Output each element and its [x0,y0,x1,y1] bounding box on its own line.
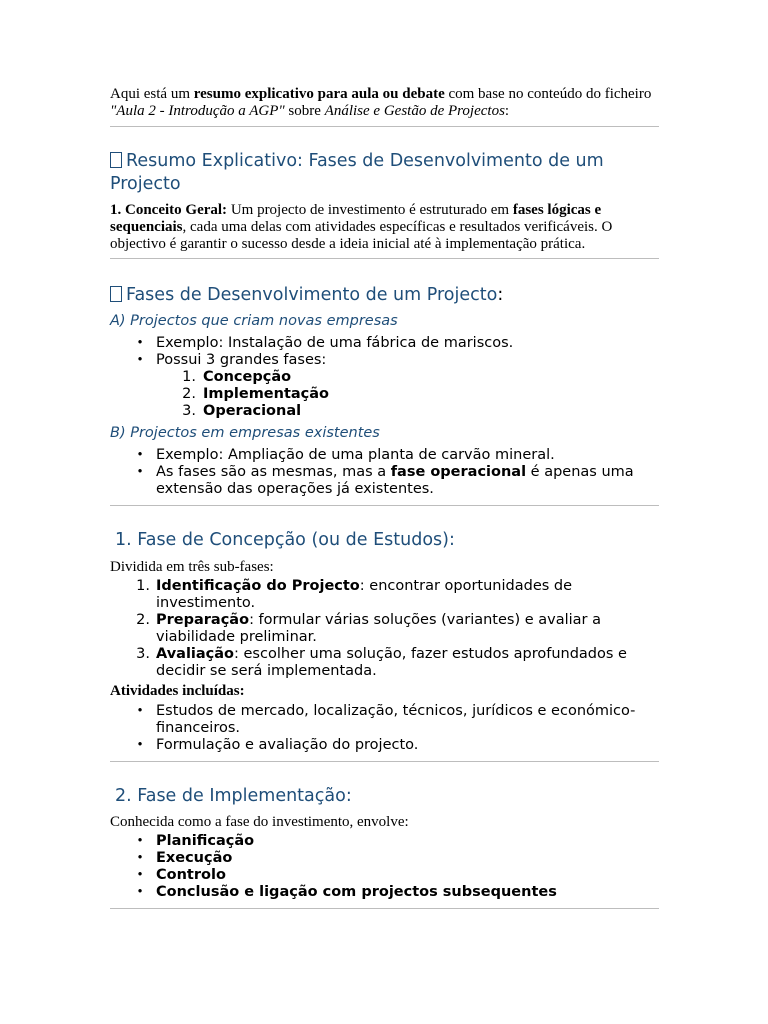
list-item-bold: Preparação [156,612,250,628]
list-item: • Exemplo: Instalação de uma fábrica de mariscos. [137,335,514,351]
list-item: • Controlo [137,867,226,883]
list-item-text: Possui 3 grandes fases: [156,352,327,368]
conception-heading-text: 1. Fase de Concepção (ou de Estudos) [115,530,449,550]
list-item: • As fases são as mesmas, mas a fase operacional é apenas uma extensão das operações já existentes. [137,464,634,497]
list-item: 3. Operacional [182,403,302,419]
concept-label: 1. Conceito Geral: [110,202,228,218]
phases-b-title: B) Projectos em empresas existentes [110,425,380,441]
intro-text: sobre [284,103,325,119]
list-item-text: Implementação [203,386,330,402]
heading-colon: : [345,786,352,806]
intro-text: com base no conteúdo do ficheiro [444,86,652,102]
implementation-heading [115,785,352,808]
phases-b-list [110,447,659,498]
list-item: • Formulação e avaliação do projecto. [137,737,419,753]
intro-paragraph [110,86,659,120]
list-item-text: Formulação e avaliação do projecto. [156,737,419,753]
divider [110,505,659,506]
concept-bold: fases lógicas e sequenciais [110,202,602,235]
list-item-text: : encontrar oportunidades de investimento. [156,578,573,611]
activities-list [110,703,659,754]
list-item-text: Planificação [156,833,255,849]
intro-subject: Análise e Gestão de Projectos [324,103,505,119]
list-item: • Planificação [137,833,255,849]
summary-heading-text: Resumo Explicativo: Fases de Desenvolvimento de um Projecto [110,151,604,194]
list-item-bold: fase operacional [390,464,527,480]
intro-file-name: "Aula 2 - Introdução a AGP" [110,103,285,119]
list-item: 1. Concepção [182,369,292,385]
activities-label [110,683,659,700]
list-item: • Conclusão e ligação com projectos subsequentes [137,884,557,900]
list-item-text: Operacional [203,403,302,419]
phases-heading-text: Fases de Desenvolvimento de um Projecto [126,285,498,305]
list-item-bold: Avaliação [156,646,235,662]
list-item: 2. Implementação [182,386,330,402]
list-item-text: Estudos de mercado, localização, técnicos, jurídicos e económico-financeiros. [156,703,636,736]
conception-subphases [110,578,659,680]
list-item-text: As fases são as mesmas, mas a [156,464,391,480]
list-item: 1. Identificação do Projecto: encontrar oportunidades de investimento. [136,578,573,611]
conception-intro: Dividida em três sub-fases: [110,559,274,575]
list-item: • Possui 3 grandes fases: [137,352,327,368]
activities-label-text: Atividades incluídas: [110,683,245,699]
list-item: 3. Avaliação: escolher uma solução, fazer estudos aprofundados e decidir se será implementada. [136,646,627,679]
implementation-list [110,833,659,901]
intro-bold: resumo explicativo para aula ou debate [193,86,445,102]
list-item-text: é apenas uma extensão das operações já existentes. [156,464,634,497]
concept-text: , cada uma delas com atividades específicas e resultados verificáveis. O objectivo é garantir o sucesso desde a ideia inicial até à implementação prática. [110,219,613,252]
divider [110,258,659,259]
emoji-placeholder-icon [110,152,122,168]
implementation-intro: Conhecida como a fase do investimento, envolve: [110,814,409,830]
phases-a-sublist [110,369,659,420]
list-item: 2. Preparação: formular várias soluções (variantes) e avaliar a viabilidade preliminar. [136,612,602,645]
list-item-text: : formular várias soluções (variantes) e avaliar a viabilidade preliminar. [156,612,602,645]
list-item-text: Exemplo: Ampliação de uma planta de carvão mineral. [156,447,555,463]
list-item-text: Conclusão e ligação com projectos subsequentes [156,884,557,900]
intro-text: : [504,103,510,119]
list-item: • Execução [137,850,233,866]
list-item-text: Execução [156,850,233,866]
heading-colon: : [448,530,455,550]
implementation-heading-text: 2. Fase de Implementação [115,786,346,806]
concept-paragraph [110,202,659,253]
heading-colon: : [497,285,504,305]
divider [110,908,659,909]
phases-a-title: A) Projectos que criam novas empresas [110,313,398,329]
divider [110,126,659,127]
conception-heading [115,529,455,552]
summary-heading [110,150,650,196]
list-item-text: Exemplo: Instalação de uma fábrica de mariscos. [156,335,514,351]
concept-text: Um projecto de investimento é estruturado em [227,202,513,218]
list-item-text: Controlo [156,867,226,883]
phases-heading [110,284,503,307]
emoji-placeholder-icon [110,286,122,302]
intro-text: Aqui está um [110,86,194,102]
list-item: • Exemplo: Ampliação de uma planta de carvão mineral. [137,447,555,463]
list-item: • Estudos de mercado, localização, técnicos, jurídicos e económico-financeiros. [137,703,636,736]
divider [110,761,659,762]
list-item-bold: Identificação do Projecto [156,578,360,594]
list-item-text: : escolher uma solução, fazer estudos aprofundados e decidir se será implementada. [156,646,627,679]
list-item-text: Concepção [203,369,292,385]
phases-a-list [110,335,659,369]
